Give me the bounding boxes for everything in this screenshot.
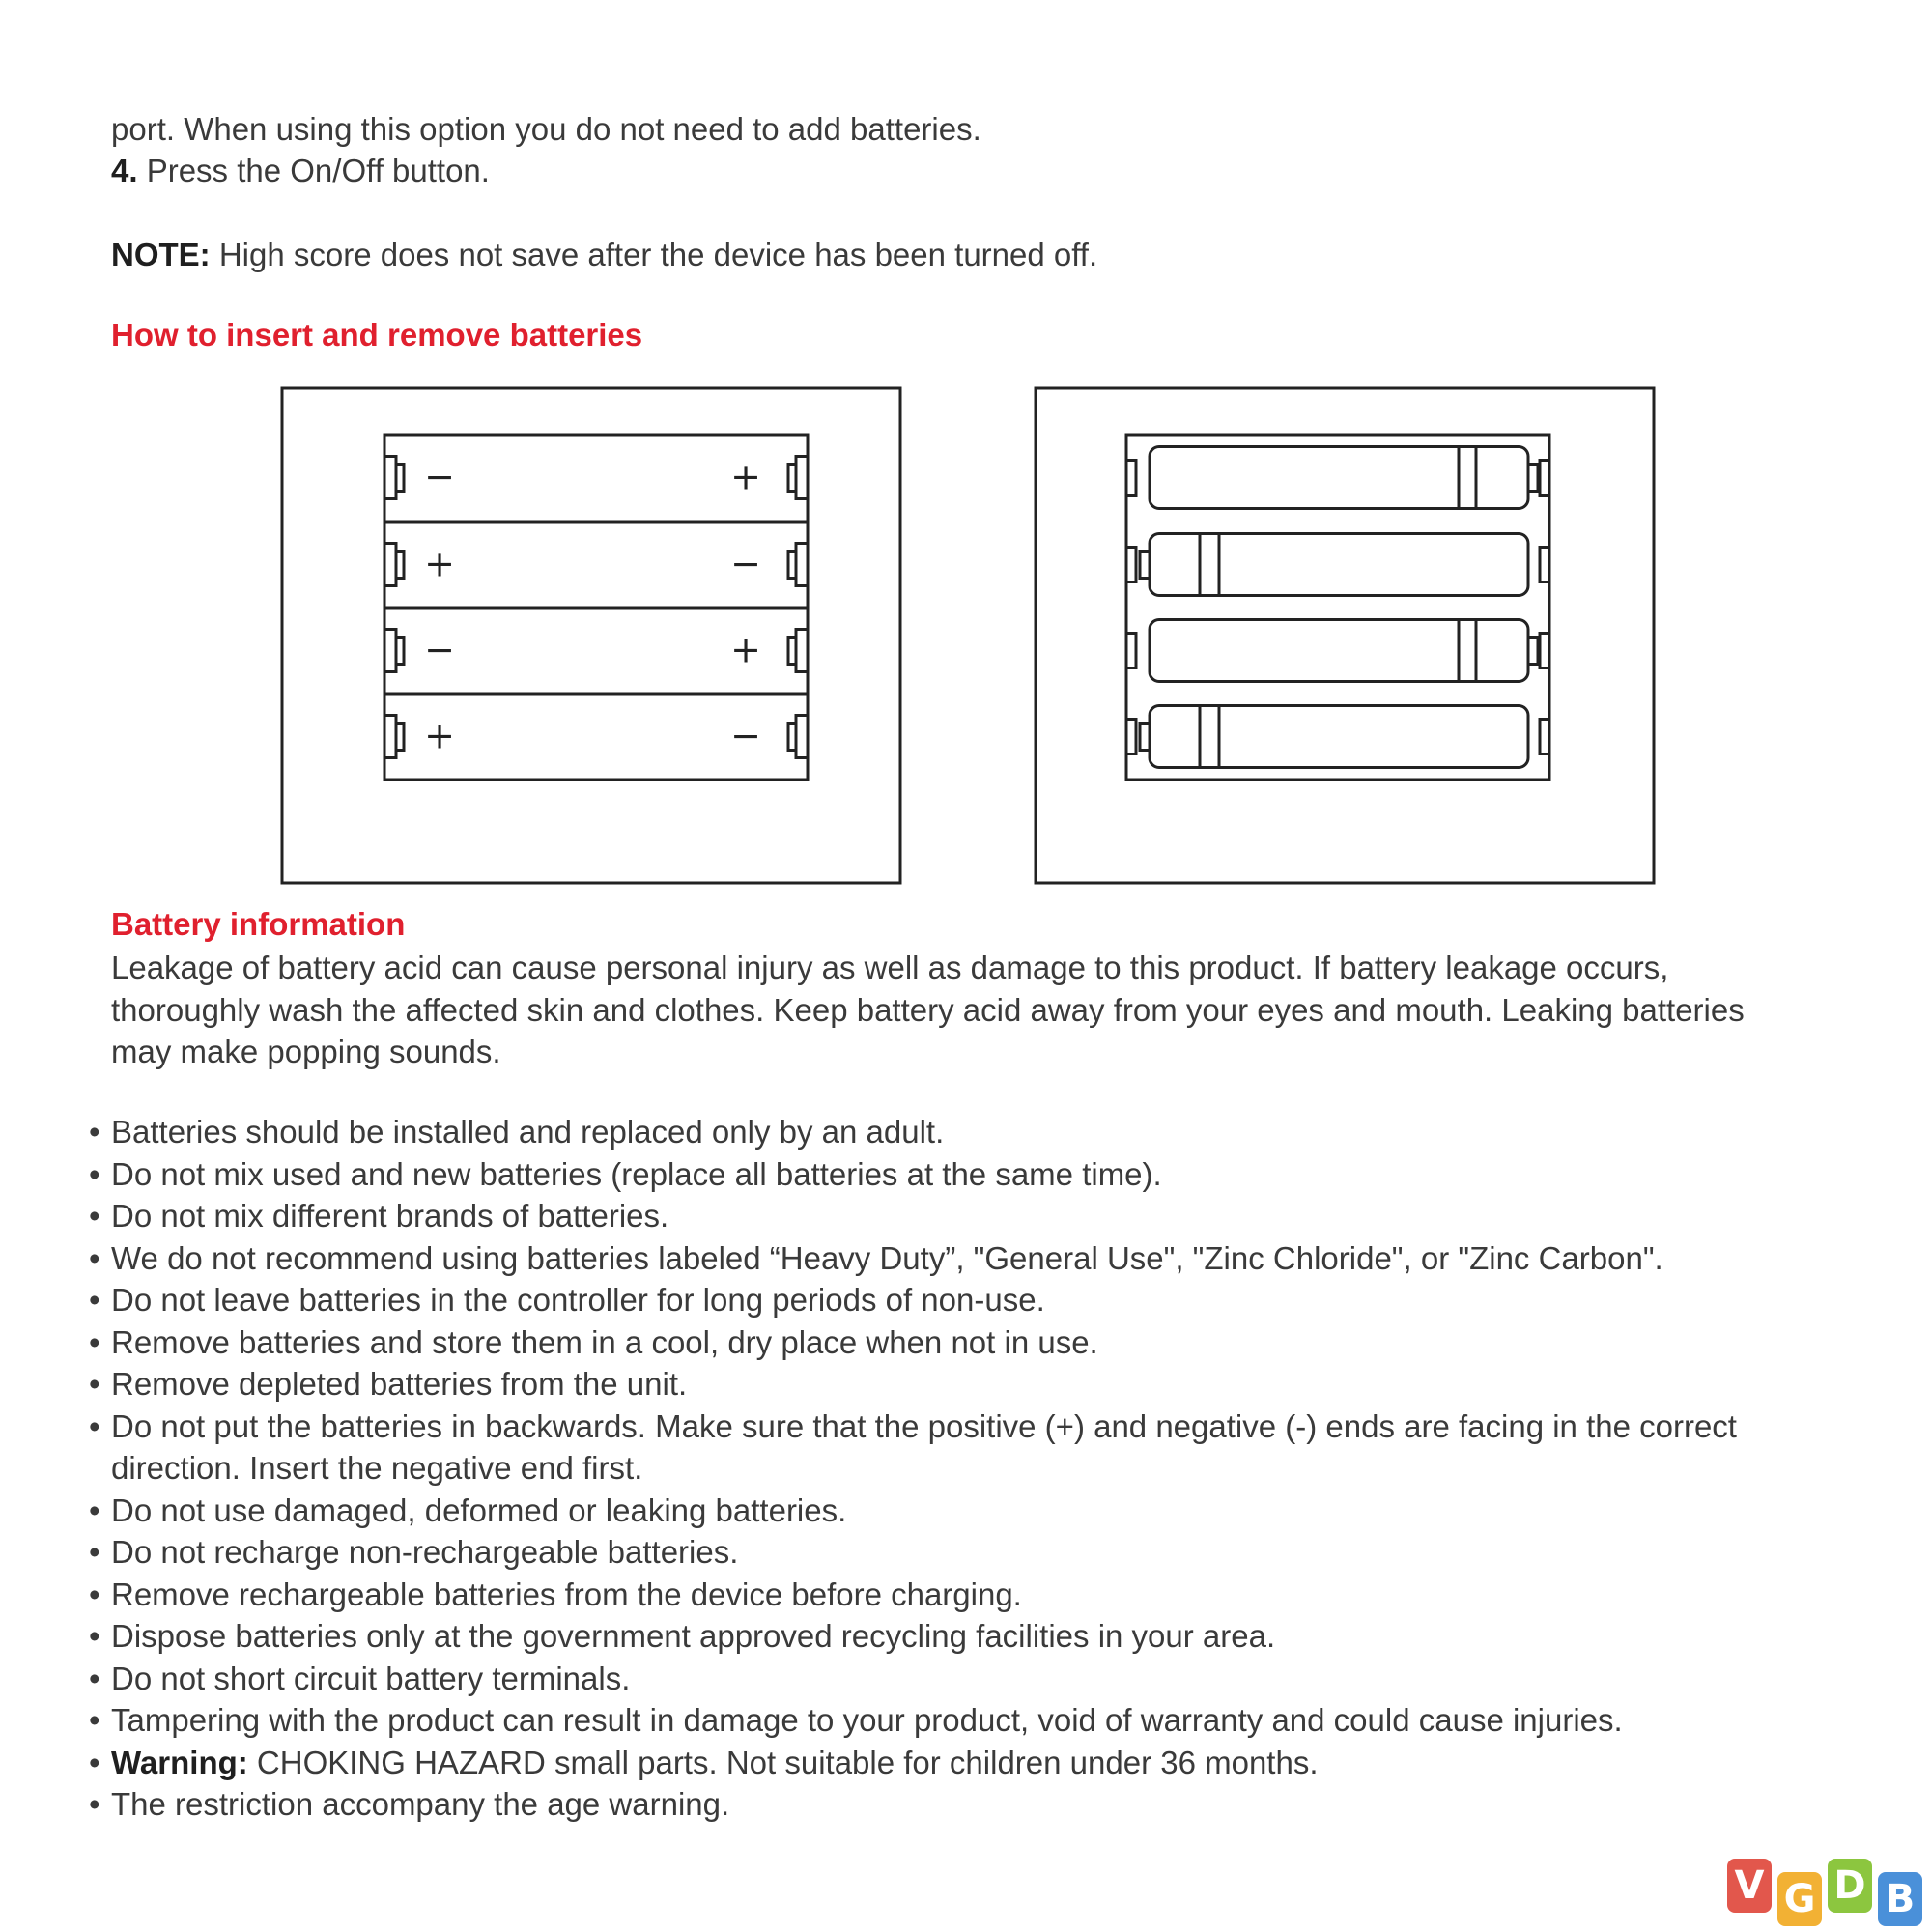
note-text: High score does not save after the device has been turned off. <box>210 237 1098 272</box>
battery-contact <box>1126 720 1136 754</box>
logo-letter-tile: B <box>1878 1872 1922 1926</box>
logo-letter-tile: G <box>1777 1872 1822 1926</box>
battery-contact <box>1540 720 1549 754</box>
battery-body <box>1150 620 1528 682</box>
safety-list-text: Remove depleted batteries from the unit. <box>111 1366 688 1402</box>
bullet-dot: • <box>89 1407 100 1444</box>
intro-line: port. When using this option you do not need to add batteries. <box>111 111 981 147</box>
polarity-sign-left: − <box>424 455 455 498</box>
bullet-dot: • <box>89 1239 100 1276</box>
bullet-dot: • <box>89 1534 100 1570</box>
contact-spring <box>384 544 396 586</box>
bullet-dot: • <box>89 1660 100 1696</box>
battery-positive-terminal <box>1140 724 1150 751</box>
safety-list-text: Do not use damaged, deformed or leaking batteries. <box>111 1492 847 1528</box>
bullet-dot: • <box>89 1155 100 1192</box>
insert-batteries-heading: How to insert and remove batteries <box>111 317 643 353</box>
safety-list-text: Do not short circuit battery terminals. <box>111 1660 631 1696</box>
contact-tab <box>396 465 404 492</box>
polarity-sign-right: + <box>730 628 761 671</box>
contact-tab <box>396 724 404 751</box>
polarity-sign-left: + <box>424 714 455 757</box>
bullet-dot: • <box>89 1366 100 1402</box>
contact-tab <box>788 465 796 492</box>
battery-body <box>1150 447 1528 509</box>
contact-plate <box>796 716 808 758</box>
safety-list-text: Remove rechargeable batteries from the device before charging. <box>111 1576 1022 1612</box>
safety-list-item <box>89 1195 1750 1237</box>
safety-list-item <box>89 1742 1750 1784</box>
step-text: Press the On/Off button. <box>137 153 490 188</box>
safety-list-item <box>89 1783 1750 1826</box>
contact-plate <box>796 630 808 672</box>
polarity-sign-right: − <box>730 542 761 585</box>
bullet-dot: • <box>89 1492 100 1528</box>
contact-tab <box>788 552 796 579</box>
safety-list-item <box>89 1363 1750 1406</box>
polarity-sign-right: + <box>730 455 761 498</box>
safety-list-text: Dispose batteries only at the government approved recycling facilities in your area. <box>111 1618 1276 1654</box>
polarity-sign-left: + <box>424 542 455 585</box>
battery-body <box>1150 706 1528 768</box>
polarity-sign-left: − <box>424 628 455 671</box>
battery-safety-list <box>89 1111 1750 1826</box>
safety-list-text: Do not mix different brands of batteries. <box>111 1198 669 1234</box>
safety-list-item <box>89 1279 1750 1321</box>
bullet-dot: • <box>89 1744 100 1780</box>
battery-positive-terminal <box>1528 465 1538 492</box>
step-number: 4. <box>111 153 138 188</box>
battery-contact <box>1126 634 1136 668</box>
safety-list-text: Do not recharge non-rechargeable batteries. <box>111 1534 739 1570</box>
safety-list-text: Do not leave batteries in the controller for long periods of non-use. <box>111 1282 1045 1318</box>
safety-list-text: Tampering with the product can result in damage to your product, void of warranty and could cause injuries. <box>111 1702 1623 1738</box>
safety-list-text: We do not recommend using batteries labeled “Heavy Duty”, "General Use", "Zinc Chloride", or "Zinc Carbon". <box>111 1239 1663 1276</box>
contact-plate <box>796 544 808 586</box>
battery-compartment-diagram <box>280 386 903 887</box>
safety-list-item <box>89 1237 1750 1280</box>
bullet-dot: • <box>89 1786 100 1822</box>
contact-tab <box>396 552 404 579</box>
bullet-dot: • <box>89 1702 100 1738</box>
safety-list-text: The restriction accompany the age warning. <box>111 1786 730 1822</box>
bullet-dot: • <box>89 1198 100 1234</box>
contact-spring <box>384 630 396 672</box>
contact-spring <box>384 716 396 758</box>
battery-contact <box>1126 548 1136 582</box>
battery-information-heading: Battery information <box>111 906 406 942</box>
contact-tab <box>788 638 796 665</box>
safety-list-text: Remove batteries and store them in a cool, dry place when not in use. <box>111 1323 1098 1360</box>
battery-positive-terminal <box>1528 638 1538 665</box>
battery-positive-terminal <box>1140 552 1150 579</box>
safety-list-item <box>89 1153 1750 1196</box>
bullet-dot: • <box>89 1618 100 1654</box>
contact-tab <box>788 724 796 751</box>
safety-list-item <box>89 1531 1750 1574</box>
safety-list-text: Batteries should be installed and replaced only by an adult. <box>111 1114 945 1150</box>
safety-list-item <box>89 1699 1750 1742</box>
step-4 <box>111 150 490 192</box>
safety-list-item <box>89 1111 1750 1153</box>
note-label: NOTE: <box>111 237 211 272</box>
polarity-sign-right: − <box>730 714 761 757</box>
bullet-dot: • <box>89 1282 100 1318</box>
contact-spring <box>384 457 396 499</box>
vgdb-logo <box>1727 1859 1922 1926</box>
safety-list-item <box>89 1658 1750 1700</box>
batteries-installed-diagram <box>1034 386 1657 887</box>
contact-plate <box>796 457 808 499</box>
safety-list-text: Do not mix used and new batteries (replace all batteries at the same time). <box>111 1155 1162 1192</box>
bullet-dot: • <box>89 1323 100 1360</box>
contact-tab <box>396 638 404 665</box>
battery-contact <box>1540 634 1549 668</box>
battery-contact <box>1126 461 1136 496</box>
safety-list-item <box>89 1406 1750 1490</box>
battery-information-paragraph: Leakage of battery acid can cause personal injury as well as damage to this product. If battery leakage occurs, thoroughly wash the affected skin and clothes. Keep battery acid away from your eyes and mouth. Leaking batteries may make popping sounds. <box>111 950 1745 1069</box>
battery-contact <box>1540 461 1549 496</box>
note <box>111 234 1097 276</box>
safety-list-text: CHOKING HAZARD small parts. Not suitable for children under 36 months. <box>247 1744 1319 1780</box>
logo-letter-tile: D <box>1828 1859 1872 1913</box>
safety-list-item <box>89 1490 1750 1532</box>
safety-list-item <box>89 1615 1750 1658</box>
battery-contact <box>1540 548 1549 582</box>
safety-list-text: Do not put the batteries in backwards. Make sure that the positive (+) and negative (-) ends are facing in the correct direction. Insert the negative end first. <box>111 1407 1737 1486</box>
bullet-dot: • <box>89 1576 100 1612</box>
bullet-dot: • <box>89 1114 100 1150</box>
safety-list-item <box>89 1321 1750 1364</box>
battery-body <box>1150 534 1528 596</box>
safety-list-item <box>89 1574 1750 1616</box>
warning-label: Warning: <box>111 1744 248 1780</box>
logo-letter-tile: V <box>1727 1859 1772 1913</box>
